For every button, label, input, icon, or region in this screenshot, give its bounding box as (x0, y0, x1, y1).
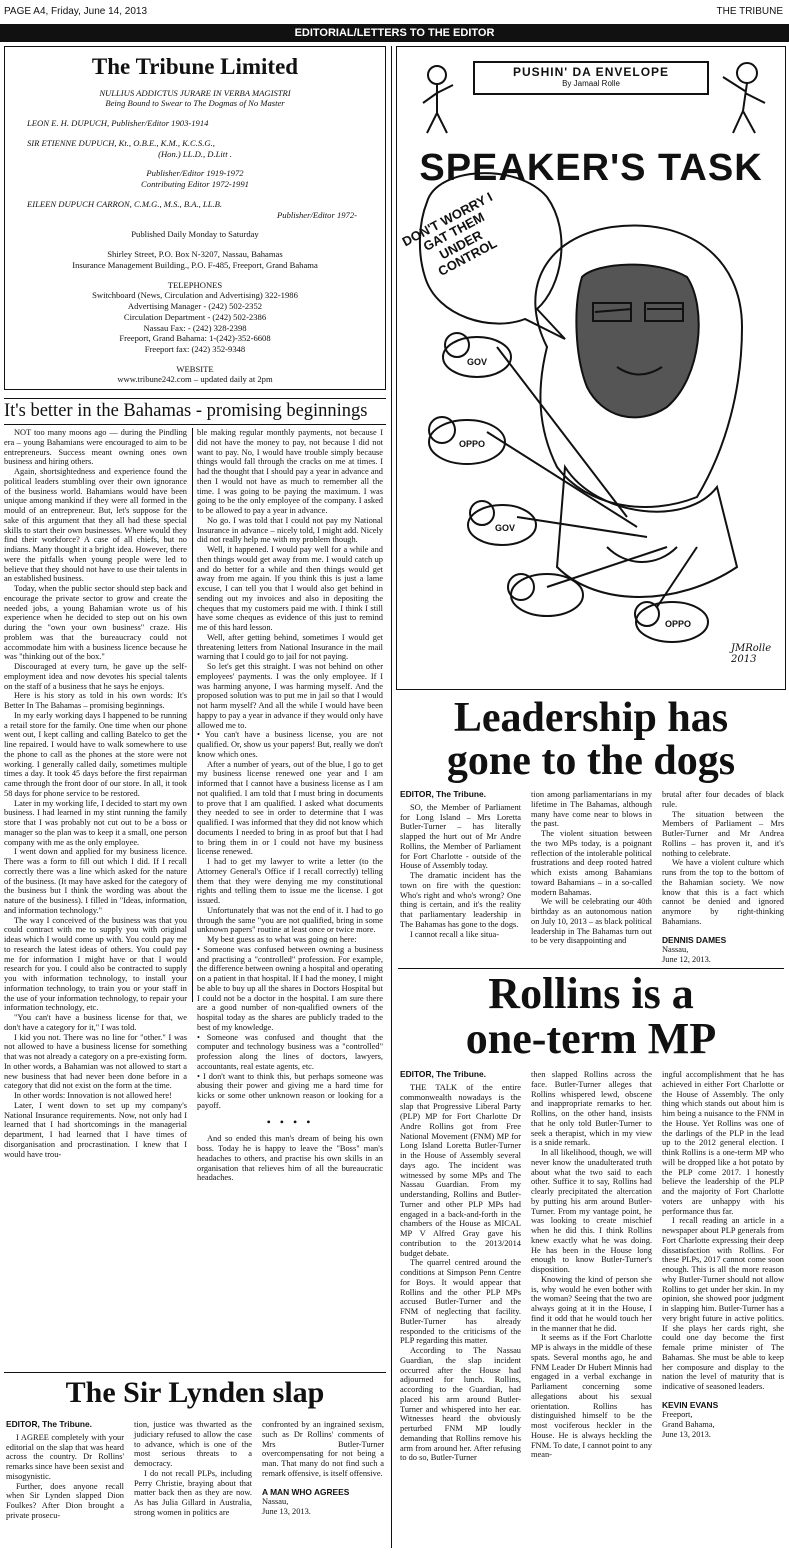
page-folio: PAGE A4, Friday, June 14, 2013 (4, 6, 148, 17)
letter-signature (662, 935, 784, 965)
paragraph: brutal after four decades of black rule. (662, 790, 784, 809)
etienne-line-1: SIR ETIENNE DUPUCH, Kt., O.B.E., K.M., K.C.S.G., (27, 137, 215, 148)
dog-tag: OPPO (665, 619, 692, 629)
slap-column-3 (262, 1420, 384, 1548)
eileen-line-1: EILEEN DUPUCH CARRON, C.M.G., M.S., B.A., LL.B. (27, 198, 223, 209)
paragraph: It seems as if the Fort Charlotte MP is always in the middle of these spats. Several months ago, he and FNM Leader Dr Hubert Minnis had engaged in a verbal exchange in Parliament concerning some allegations about his sexual orientation. Rollins has distinguished himself to be the most vociferous heckler in the House. He is always heckling the FNM. To date, I cannot point to any mean- (531, 1333, 652, 1460)
editorial-column-2 (197, 428, 383, 1183)
headline-line-2: gone to the dogs (446, 737, 736, 784)
motto-english: Being Bound to Swear to The Dogmas of No Master (105, 98, 285, 109)
paragraph: The dramatic incident has the town on fire with the question: Who's right and who's wrong? One thing is certain, and it's the reality that parliamentary leadership in The Bahamas has gone to the dogs. (400, 871, 521, 929)
column-rule (192, 428, 193, 1002)
headline-line-1: Rollins is a (488, 969, 694, 1018)
paragraph: I went down and applied for my business licence. There was a form to fill out which I did. If I recall correctly there was a line which asked for the nature of the business. (It may have asked for the category of the business but I think the wording was about the nature of the business). I filled in "Ideas, information, and information technology." (4, 847, 187, 915)
paragraph: So let's get this straight. I was not behind on other employees' payments. I was the only employee. If I was harming anyone, I was harming myself. And the proposed solution was to put me in jail so that I would not harm myself? And all the while I would have been happy to pay a year in advance if they would only have allowed me to. (197, 662, 383, 730)
signature-date: June 12, 2013. (662, 954, 711, 964)
paragraph: Well, after getting behind, sometimes I would get threatening letters from National Insurance in the mail warning that I could go to jail for not paying. (197, 632, 383, 662)
paragraph: tion among parliamentarians in my lifetime in The Bahamas, although many have come near to blows in the past. (531, 790, 652, 829)
paragraph: • Someone was confused and thought that the computer and technology business was a "controlled" profession along the lines of doctors, lawyers, accountants, real estate agents, etc. (197, 1032, 383, 1071)
paragraph: "You can't have a business license for that, we don't have a category for it," I was told. (4, 1013, 187, 1032)
paragraph: The way I conceived of the business was that you could contract with me to supply you with original ideas which I would come up with. You could pay me to research the latest ideas of others. You could pay me for information I might have or that I would research for you. I could also be contracted to supply you with information technology, to install your information technology, to train you or your staff in the use of your information technology, to repair your information technology, etc. (4, 915, 187, 1013)
paragraph: • Someone was confused between owning a business and practising a "controlled" profession. For example, the difference between owning a hospital and operating on a patient in that hospital. If I had the money, I might be able to buy up all the shares in Doctors Hospital but I could not be a doctor in the hospital. I am sure there are a good number of non-qualified owners of the hospital today as the shares are publicly traded to the best of my knowledge. (197, 944, 383, 1032)
editorial-cartoon (396, 46, 786, 690)
paragraph: I kid you not. There was no line for "other." I was not allowed to have a business license for something that was not already a category on a pre-existing form. In other words, a Bahamian was not allowed to start a new business that had never been done before in a category that did not exist on the form at the time. (4, 1032, 187, 1091)
letter-headline-dogs (396, 697, 786, 783)
letter-signature (262, 1487, 384, 1517)
paragraph: After a number of years, out of the blue, I go to get my business license renewed one year and I am informed that I cannot have a business license as I am not qualified. I am told that I must bring in documents to prove that I am qualified. I asked what documents they needed to see in order to determine that I was qualified. I was informed that they did not know which documents I needed to bring in as proof but that I had to bring them in or I could not have my business license renewed. (197, 759, 383, 857)
paragraph: The violent situation between the two MPs today, is a poignant reflection of the intolerable political frustrations and deep rooted hatred which exists among Bahamians toward Bahamians – in a so-called modern Bahamas. (531, 829, 652, 897)
paragraph: No go. I was told that I could not pay my National Insurance in advance – nicely told, I might add. Nicely did not really help me with my problem though. (197, 515, 383, 545)
website-line: www.tribune242.com – updated daily at 2pm (117, 374, 273, 385)
telephone-line: Freeport fax: (242) 352-9348 (144, 343, 246, 354)
paragraph: I had to get my lawyer to write a letter (to the Attorney General's Office if I recall correctly) telling them that they were denying me my constitutional rights and telling them to issue me the license. I got issued. (197, 857, 383, 905)
eileen-line-2: Publisher/Editor 1972- (277, 209, 357, 220)
paragraph: My best guess as to what was going on here: (207, 935, 357, 944)
paragraph: And so ended this man's dream of being his own boss. Today he is happy to leave the "Boss" man's headaches to others, and practise his own skills in an organisation that relieves him of all the bureaucratic headaches. (197, 1134, 383, 1183)
telephone-line: Nassau Fax: - (242) 328-2398 (143, 322, 247, 333)
paragraph: In my early working days I happened to be running a retail store for the family. One time when our phone went out, I kept calling and calling Batelco to get the line repaired. I would have to walk somewhere to use the phone to call as the phones at the store were not working. I generally called daily, sometimes multiple times a day. It took 45 days before the first repairman came through the front door of our store. In all, it took 58 days for phone service to be restored. (4, 710, 187, 798)
paragraph: SO, the Member of Parliament for Long Island – Mrs Loretta Butler-Turner – has literally slapped the hurt out of Mr Andre Rollins, the Member of Parliament for Fort Charlotte - outside of the House of Assembly today. (400, 802, 521, 871)
cartoon-banner (473, 61, 709, 95)
dog-tag: GOV (495, 523, 516, 533)
etienne-line-3: Publisher/Editor 1919-1972 (146, 168, 244, 179)
signature-place: Freeport, (662, 1409, 693, 1419)
letter-headline-slap: The Sir Lynden slap (65, 1376, 325, 1409)
signature-date: June 13, 2013. (262, 1506, 311, 1516)
page-gutter-rule (391, 46, 392, 1548)
address-line-1: Shirley Street, P.O. Box N-3207, Nassau, Bahamas (107, 249, 283, 260)
paragraph: Unfortunately that was not the end of it. I had to go through the same "you are not qualified, bring in some unknown papers" routine at least once or twice more. (197, 905, 383, 935)
published-line: Published Daily Monday to Saturday (131, 229, 259, 240)
motto-latin: NULLIUS ADDICTUS JURARE IN VERBA MAGISTRI (99, 87, 291, 98)
paragraph: I recall reading an article in a newspaper about PLP generals from Fort Charlotte expressing their deep dissatisfaction with Rollins. For these PLPs, 2017 cannot come soon enough. This is all the more reason why Butler-Turner should not allow Rollins to get under her skin. In my opinion, she showed poor judgment in slapping him. Butler-Turner has a very bright future in active politics. If she plays her cards right, she could one day become the first female prime minister of The Bahamas. She must be able to keep her composure and display to the nation the level of maturity that is indicative of seasoned leaders. (662, 1216, 784, 1391)
letter-headline-rollins (396, 969, 786, 1063)
signature-place: Nassau, (662, 944, 689, 954)
editorial-column-1 (4, 428, 187, 1159)
paragraph: Later, I went down to set up my company's National Insurance requirements. Now, not only had I learned that I had shortcomings in the managerial department, I had learned that I have times of disorganisation and procrastination. I knew that I would have trou- (4, 1100, 187, 1159)
paragraph: The situation between the Members of Parliament – Mrs Butler-Turner and Mr Andrea Rollins – has proven it, and it's nothing to celebrate. (662, 809, 784, 858)
dog-tag: GOV (467, 357, 488, 367)
paragraph: We will be celebrating our 40th birthday as an autonomous nation on July 10, 2013 – as black political leadership in The Bahamas turn out to be very disappointing and (531, 897, 652, 946)
headline-line-1: Leadership has (453, 695, 729, 741)
masthead-title: The Tribune Limited (91, 54, 299, 79)
paragraph: According to The Nassau Guardian, the slap incident occurred after the House had adjourned for lunch. Rollins, according to the Guardian, had placed his arm around Butler-Turner and whispered into her ear. Witnesses heard the obviously perturbed FNM MP loudly demanding that Rollins remove his arm from around her. After refusing to do so, Butler-Turner (400, 1346, 521, 1463)
paragraph: confronted by an ingrained sexism, such as Dr Rollins' comments of Mrs Butler-Turner overcompensating for not being a man. That many do not find such a remark offensive, is itself offensive. (262, 1420, 384, 1478)
signature-place: Nassau, (262, 1496, 289, 1506)
telephone-line: Switchboard (News, Circulation and Advertising) 322-1986 (92, 290, 298, 301)
paragraph: The quarrel centred around the conditions at Simpson Penn Centre for Boys. It would appear that Rollins and the other PLP MPs accused Butler-Turner and the FNM of neglecting that facility. Butler-Turner has already responded to the criticisms of the PLP regarding this matter. (400, 1258, 521, 1346)
letter-byline: EDITOR, The Tribune. (400, 789, 486, 799)
telephones-heading: TELEPHONES (167, 279, 223, 290)
paragraph: NOT too many moons ago — during the Pindling era – young Bahamians were encouraged to aim to be entrepreneurs. Success meant owning ones own business and hiring others. (4, 428, 187, 467)
founder-line: LEON E. H. DUPUCH, Publisher/Editor 1903-1914 (27, 118, 209, 129)
paragraph: Well, it happened. I would pay well for a while and then things would get away from me. I would catch up and do better for a while and then things would get away from me again. If you think this is just a lame excuse, I can tell you that I would also get behind in sending out my invoices and also in depositing the cheques that my customers paid me with. I think I still have some cheques as evidence of this just to remind me of this hard lesson. (197, 545, 383, 632)
paragraph: In all likelihood, though, we will never know the unadulterated truth about what the two said to each other. Suffice it to say, Rollins had clearly precipitated the altercation by putting his arm around Butler-Turner. From my vantage point, he was looking to create mischief when he did this. I think Rollins knew exactly what he was doing. He has been in the House long enough to know Butler-Turner's disposition. (531, 1148, 652, 1274)
paragraph: Knowing the kind of person she is, why would he even bother with the woman? Seeing that the two are always going at it in the House, I find it odd that he would touch her in the manner that he did. (531, 1274, 652, 1333)
telephone-line: Advertising Manager - (242) 502-2352 (127, 301, 263, 312)
paper-name: THE TRIBUNE (716, 6, 783, 17)
dogs-column-2 (531, 790, 652, 962)
address-line-2: Insurance Management Building., P.O. F-485, Freeport, Grand Bahama (72, 259, 318, 270)
paragraph: ble making regular monthly payments, not because I did not have the money to pay, not because I did not want to pay. No, I would have trouble simply because things would fall through the cracks on me at times. I had the thought that I should pay a year in advance and then I would not have as much to remember all the time. I was going to be paying the maximum. I was going to be the only employee of the company. I asked to be allowed to pay a year in advance. (197, 428, 383, 515)
signature-date: June 13, 2013. (662, 1429, 711, 1439)
signature-name: DENNIS DAMES (662, 934, 727, 945)
headline-line-2: one-term MP (465, 1013, 717, 1063)
paragraph: Further, does anyone recall when Sir Lynden slapped Dion Foulkes? After Dion brought a private prosecu- (6, 1481, 124, 1520)
cartoon-author: By Jamaal Rolle (562, 79, 620, 88)
slap-column-2 (134, 1420, 252, 1548)
dog-tag: OPPO (459, 439, 486, 449)
paragraph: then slapped Rollins across the face. Butler-Turner alleges that Rollins whispered lewd, obscene and inappropriate remarks to her. Rollins, on the other hand, insists that he only told Butler-Turner to seek a therapist, which in my view is a snide remark. (531, 1070, 652, 1148)
paragraph: Later in my working life, I decided to start my own business. I had learned in my stint running the family store that I was probably not cut out to be a boss or manager so the plan was to keep it a small, one person company with me as the only employee. (4, 798, 187, 847)
letter-signature (662, 1400, 784, 1440)
signature-place-2: Grand Bahama, (662, 1419, 715, 1429)
cartoon-speech-bubble: DON'T WORRY I GAT THEM UNDER CONTROL (399, 189, 500, 279)
etienne-line-2: (Hon.) LL.D., D.Litt . (158, 148, 232, 159)
paragraph: I AGREE completely with your editorial on the slap that was heard across the country. Dr Rollins' remarks since have been sexist and misogynistic. (6, 1432, 124, 1481)
dogs-column-3 (662, 790, 784, 962)
paragraph: In other words: Innovation is not allowed here! (14, 1091, 172, 1100)
rollins-column-1 (400, 1070, 521, 1548)
paragraph: • You can't have a business license, you are not qualified. Or, show us your papers! But, really we don't know which ones. (197, 730, 383, 759)
paragraph: ingful accomplishment that he has achieved in either Fort Charlotte or the House of Assembly. The only thing which stands out about him is him being a nuisance to the FNM in the House. Yet Rollins was one of the darlings of the PLP in the lead up to the 2012 general election. I think Rollins is a one-term MP who will be dropped like a hot potato by the PLP come 2017. I honestly believe the leadership of the PLP and the majority of Fort Charlotte voters are unhappy with his performance thus far. (662, 1070, 784, 1216)
cartoonist-signature: JMRolle 2013 (731, 643, 772, 665)
paragraph: Here is his story as told in his own words: It's Better In The Bahamas – promising beginnings. (4, 691, 187, 710)
letter-byline: EDITOR, The Tribune. (6, 1419, 92, 1429)
paragraph: Discouraged at every turn, he gave up the self-employment idea and now devotes his special talents on the staff of a business that he says he enjoys. (4, 662, 187, 691)
letter-byline: EDITOR, The Tribune. (400, 1069, 486, 1079)
dogs-column-1 (400, 790, 521, 962)
paragraph: We have a violent culture which runs from the top to the bottom of the Bahamian society. We now know that this is a fact which cannot be denied and ignored anymore by right-thinking Bahamians. (662, 858, 784, 926)
paragraph: • I don't want to think this, but perhaps someone was abusing their power and giving me a hard time for kicks or some other unknown reason or looking for a payoff. (197, 1071, 383, 1110)
paragraph: Today, when the public sector should step back and encourage the private sector to grow and create the needed jobs, a young Bahamian wrote us of his experience when he decided to step out on his own during the "own your own business" craze. His problem was that the bureaucracy could not accommodate him with a business licence because he was "thinking out of the box." (4, 584, 187, 662)
etienne-line-4: Contributing Editor 1972-1991 (141, 179, 249, 190)
slap-column-1 (6, 1420, 124, 1548)
cartoon-drawing (397, 47, 785, 689)
website-heading: WEBSITE (176, 363, 214, 374)
paragraph: tion, justice was thwarted as the judiciary refused to allow the case to advance, which is one of the most serious threats to a democracy. (134, 1420, 252, 1468)
section-bar: EDITORIAL/LETTERS TO THE EDITOR (0, 24, 789, 42)
masthead-box (4, 46, 386, 390)
paragraph: Again, shortsightedness and experience found the political leaders stumbling over their own ignorance of the business world. Bahamians would have been unique among mankind if they were all formed in the mould of an entrepreneur. But, let's suppose for the sake of this argument that they all had these special skills to start their own businesses. Where would they find their workforce? A case of all chiefs, but no indians. Many thought it a bright idea. However, there were the pitfalls when young people were led to believe that they should not have to use their talents in an established business. (4, 467, 187, 584)
divider (4, 1372, 386, 1373)
cartoon-banner-title: PUSHIN' DA ENVELOPE (512, 65, 670, 79)
signature-name: A MAN WHO AGREES (262, 1486, 350, 1497)
rollins-column-3 (662, 1070, 784, 1548)
section-stars: • • • • (266, 1114, 314, 1129)
cartoon-title: SPEAKER'S TASK (419, 147, 763, 189)
editorial-headline: It's better in the Bahamas - promising beginnings (4, 398, 386, 425)
telephone-line: Circulation Department - (242) 502-2386 (123, 311, 267, 322)
signature-name: KEVIN EVANS (662, 1399, 719, 1410)
telephone-line: Freeport, Grand Bahama: 1-(242)-352-6608 (119, 333, 271, 344)
paragraph: THE TALK of the entire commonwealth nowadays is the slap that Progressive Liberal Party (PLP) MP for Fort Charlotte Dr Andre Rollins got from Free National Movement (FNM) MP for Long Island Loretta Butler-Turner in the House of Assembly several days ago. The incident was witnessed by some MPs and The Nassau Guardian. From my understanding, Rollins and Butler-Turner and other PLP MPs had engaged in a back-and-forth in the chambers of the House as MICAL MP V Alfred Gray gave his contribution to the 2013/2014 budget debate. (400, 1082, 521, 1258)
paragraph: I cannot recall a like situa- (410, 929, 500, 939)
rollins-column-2 (531, 1070, 652, 1548)
paragraph: I do not recall PLPs, including Perry Christie, braying about that matter back then as they are now. As has Julia Gillard in Australia, strong women in politics are (134, 1468, 252, 1517)
